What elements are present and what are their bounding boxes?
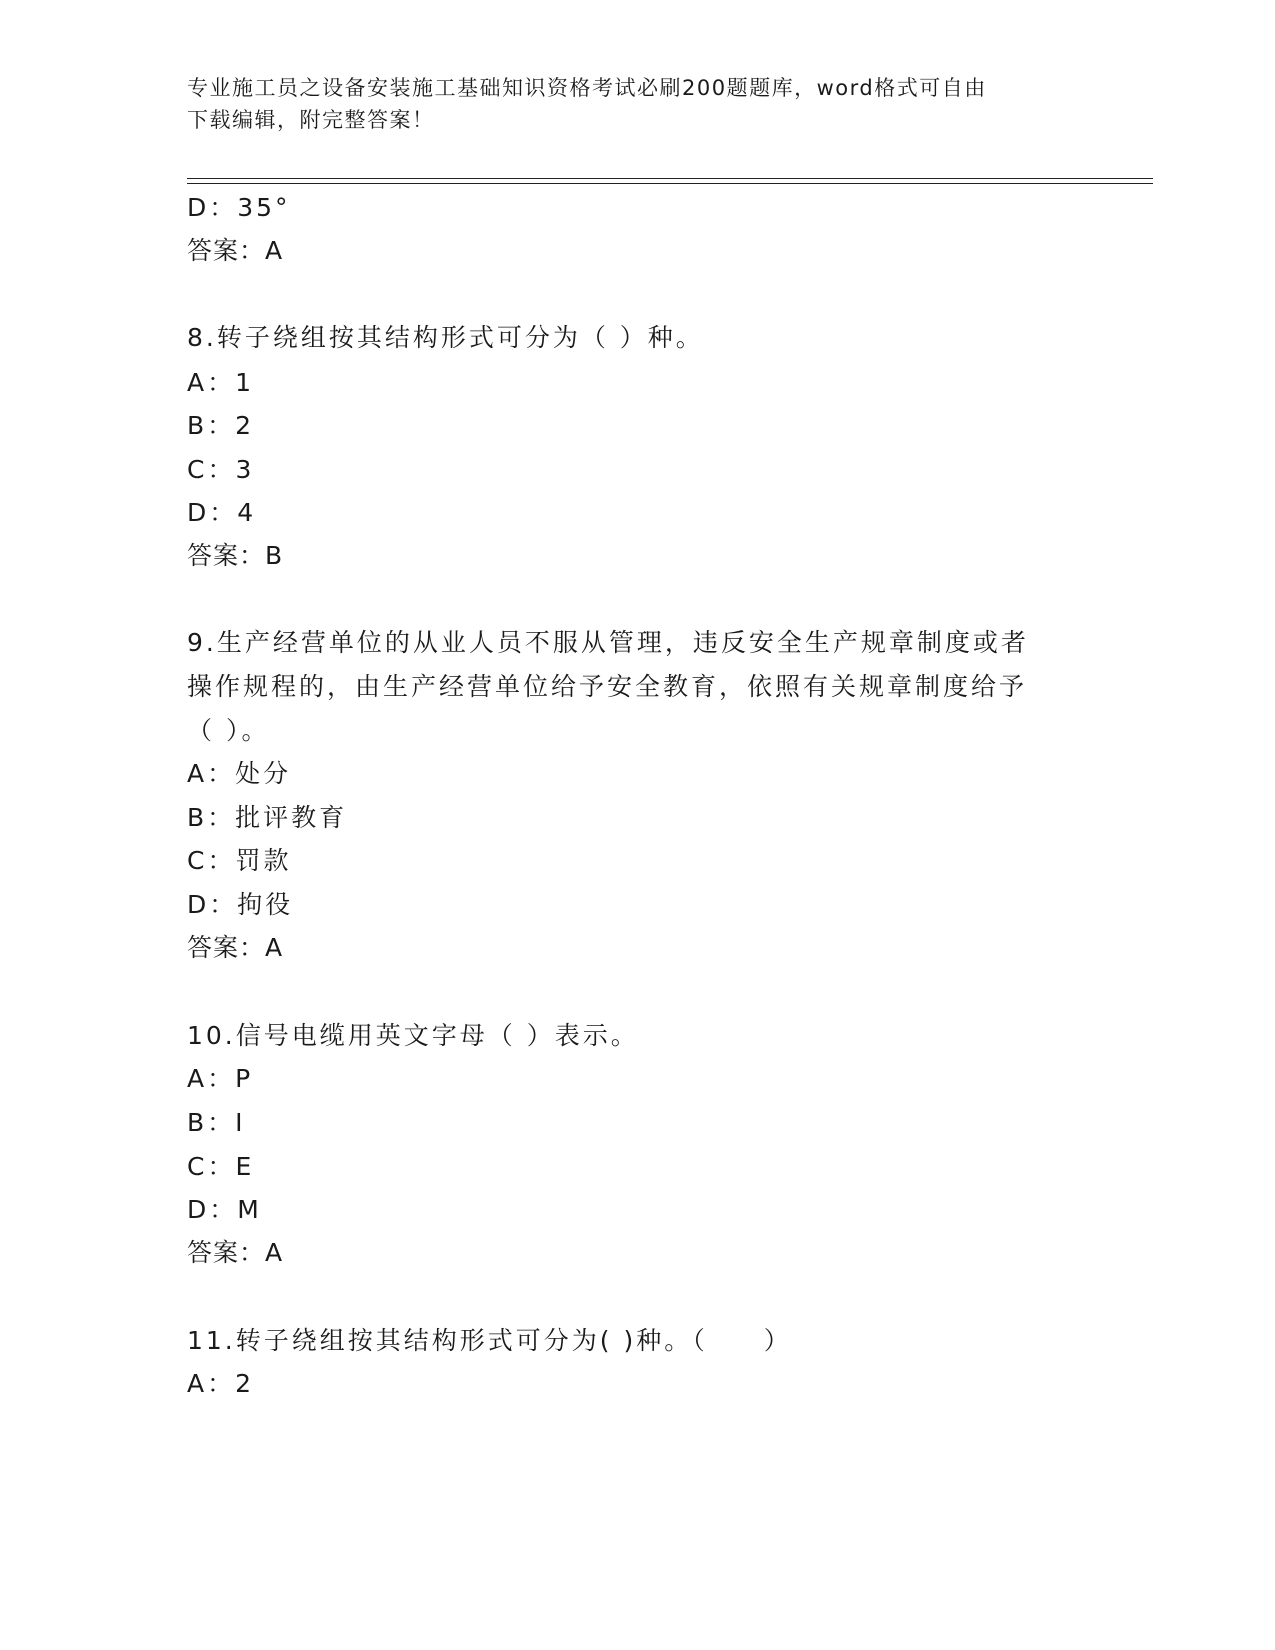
q10-option-c: C：E xyxy=(187,1152,255,1181)
q7-answer: 答案：A xyxy=(187,236,284,265)
header-line-2: 下载编辑，附完整答案！ xyxy=(187,108,435,132)
q8-option-d: D：4 xyxy=(187,498,257,527)
q9-question-line-1: 9.生产经营单位的从业人员不服从管理，违反安全生产规章制度或者 xyxy=(187,628,1029,657)
q9-option-a: A：处分 xyxy=(187,759,292,788)
header-line-1: 专业施工员之设备安装施工基础知识资格考试必刷200题题库，word格式可自由 xyxy=(187,76,987,100)
q10-option-d: D：M xyxy=(187,1195,262,1224)
q10-answer: 答案：A xyxy=(187,1238,284,1267)
q8-option-b: B：2 xyxy=(187,411,255,440)
q9-option-b: B：批评教育 xyxy=(187,803,348,832)
q9-question-line-3: （ ）。 xyxy=(187,716,270,745)
q10-option-a: A：P xyxy=(187,1064,254,1093)
header-divider-bottom xyxy=(187,183,1153,184)
q7-option-d: D：35° xyxy=(187,193,291,222)
q11-option-a: A：2 xyxy=(187,1369,255,1398)
q9-option-c: C：罚款 xyxy=(187,846,292,875)
q11-question: 11.转子绕组按其结构形式可分为( )种。（ ） xyxy=(187,1326,792,1355)
document-header xyxy=(187,72,1067,136)
q8-answer: 答案：B xyxy=(187,541,284,570)
q8-option-a: A：1 xyxy=(187,368,255,397)
q10-option-b: B：I xyxy=(187,1108,246,1137)
header-divider-top xyxy=(187,178,1153,179)
q10-question: 10.信号电缆用英文字母（ ）表示。 xyxy=(187,1021,639,1050)
q9-question-line-2: 操作规程的，由生产经营单位给予安全教育，依照有关规章制度给予 xyxy=(187,672,1028,701)
q9-option-d: D：拘役 xyxy=(187,890,294,919)
q8-option-c: C：3 xyxy=(187,455,255,484)
q9-answer: 答案：A xyxy=(187,933,284,962)
q8-question: 8.转子绕组按其结构形式可分为（ ）种。 xyxy=(187,323,704,352)
